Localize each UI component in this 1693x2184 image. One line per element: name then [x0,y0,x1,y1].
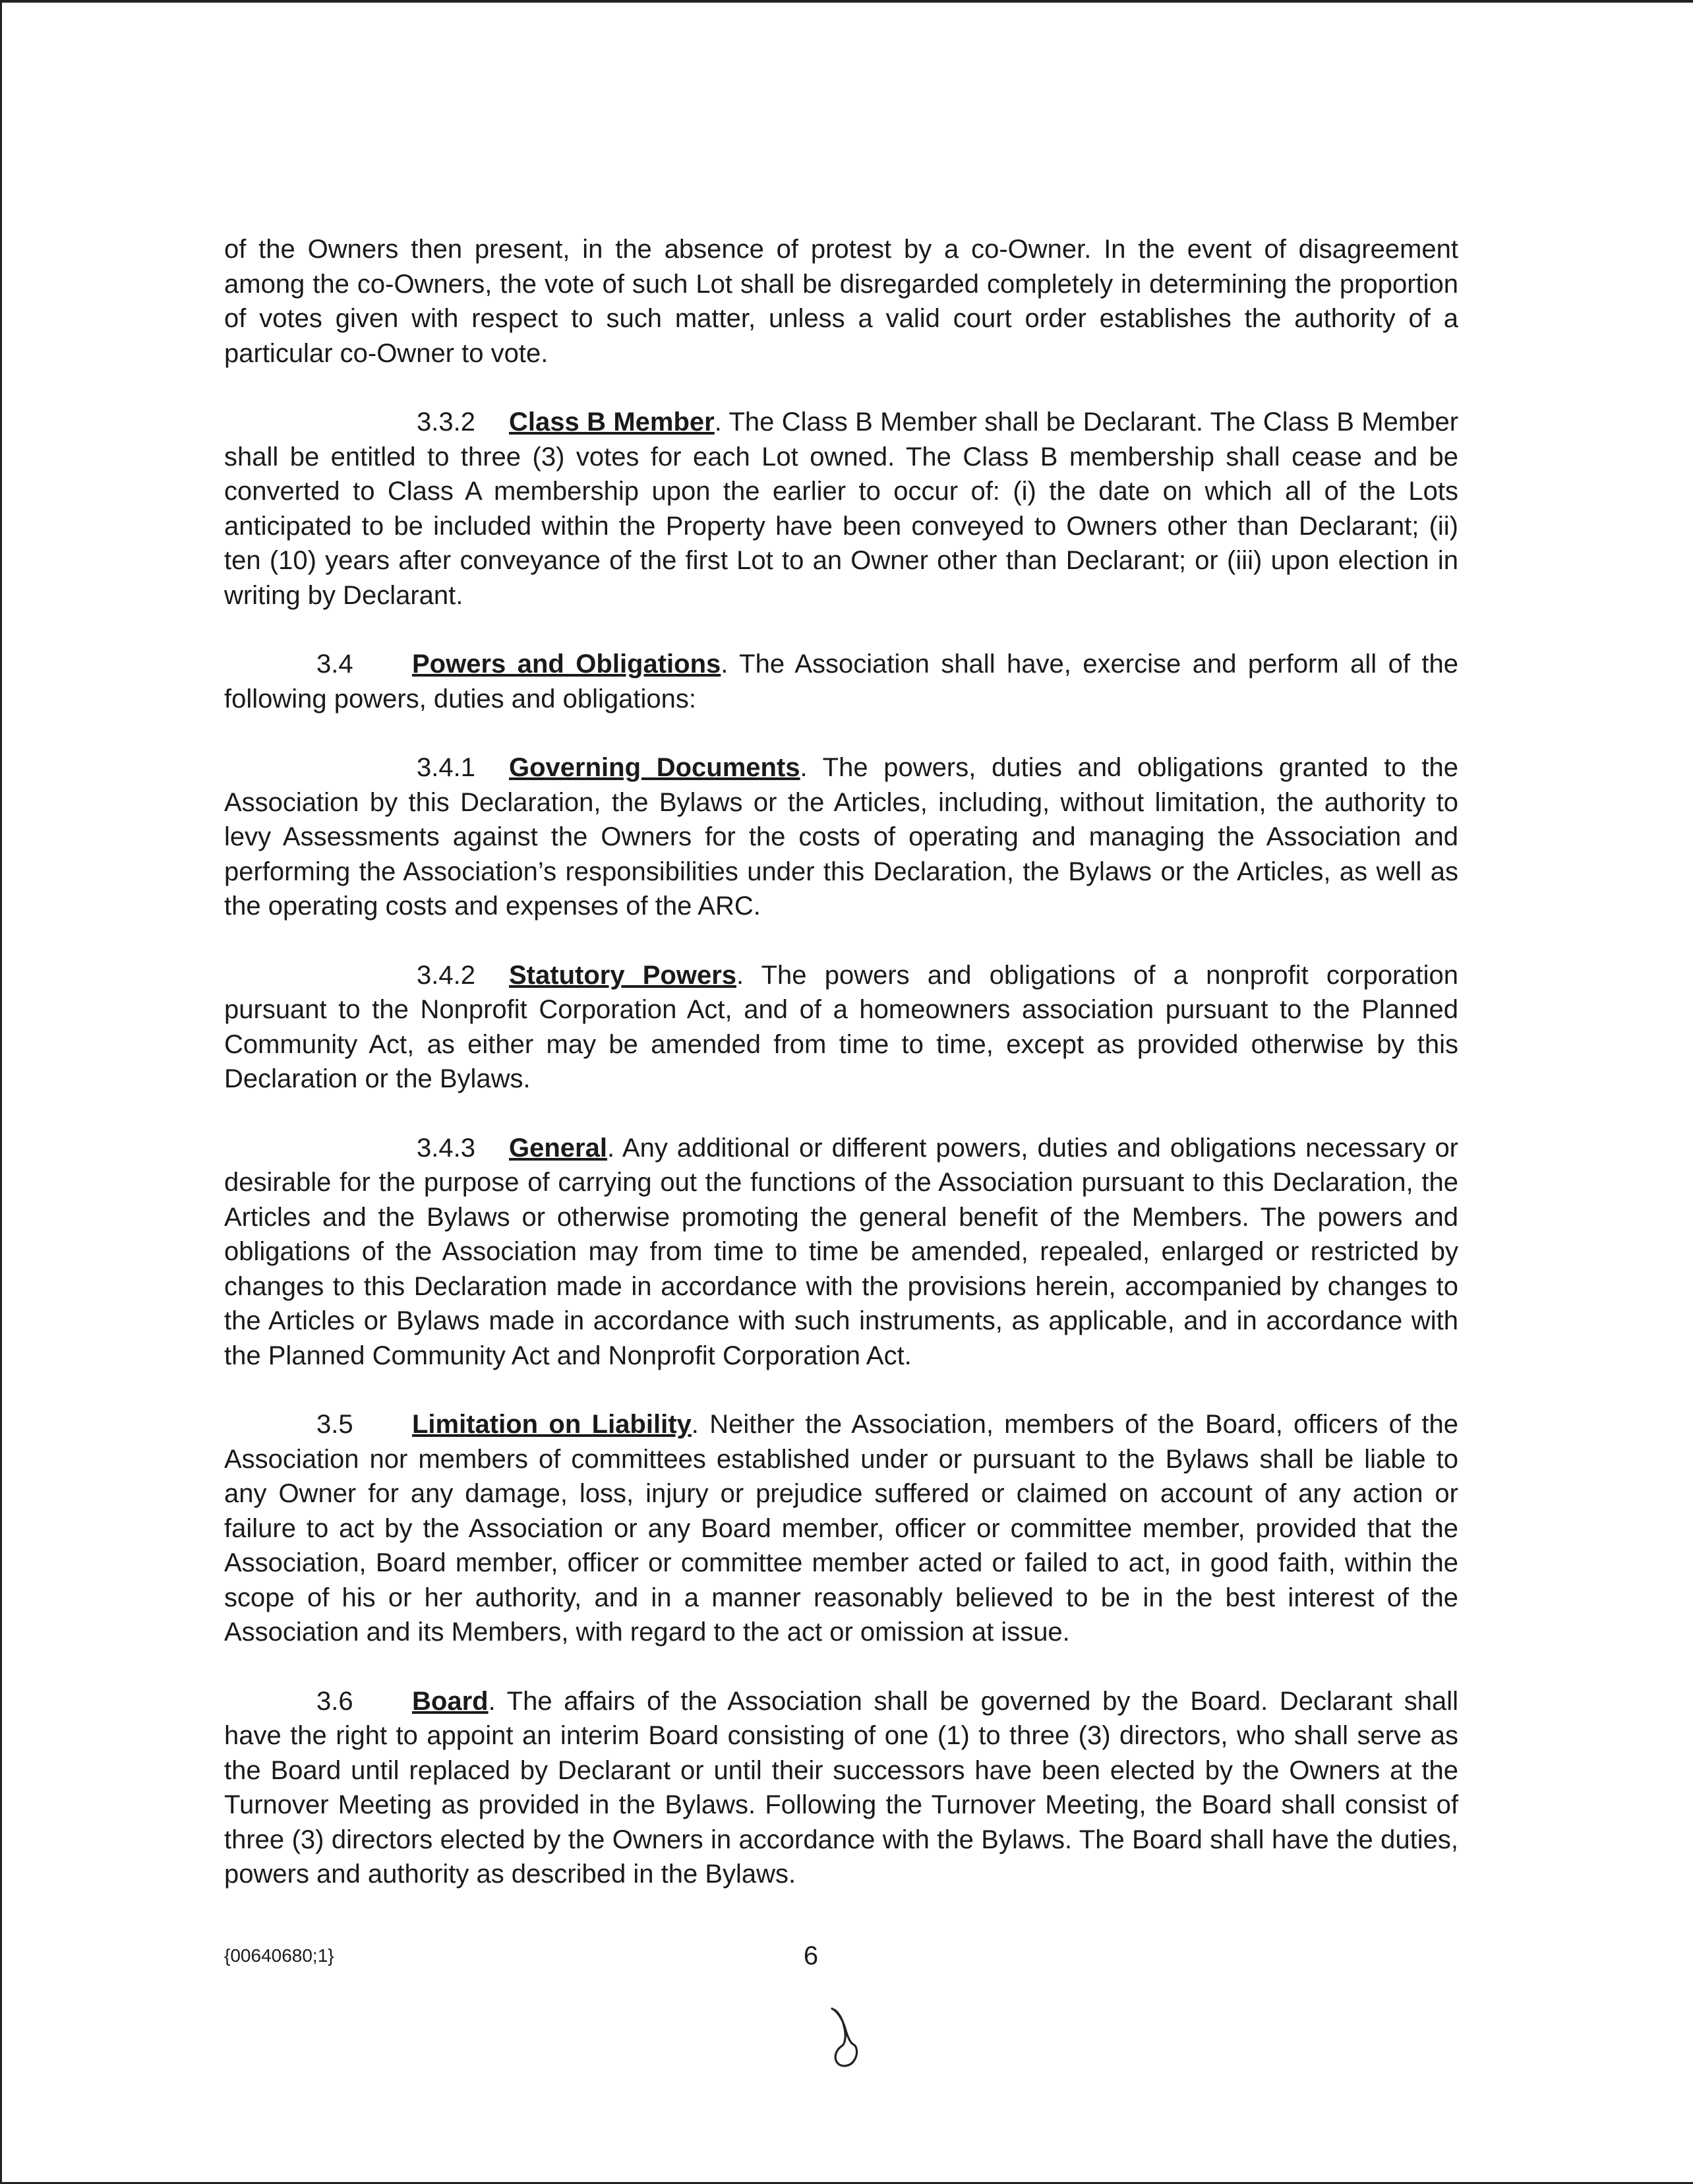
section-body: The affairs of the Association shall be governed by the Board. Declarant shall have the right to appoint an interim Board consisting of one (1) to three (3) directors, who shall serve as the Board until replaced by Declarant or until their successors have been elected by the Owners at the Turnover Meeting as provided in the Bylaws. Following the Turnover Meeting, the Board shall consist of three (3) directors elected by the Owners in accordance with the Bylaws. The Board shall have the duties, powers and authority as described in the Bylaws. [224,1686,1459,1889]
section-3-5: 3.5 Limitation on Liability. Neither the Association, members of the Board, officers of the Association nor members of committees established under or pursuant to the Bylaws shall be liable to any Owner for any damage, loss, injury or prejudice suffered or claimed on account of any action or failure to act by the Association or any Board member, officer or committee member, provided that the Association, Board member, officer or committee member acted or failed to act, in good faith, within the scope of his or her authority, and in a manner reasonably believed to be in the best interest of the Association and its Members, with regard to the act or omission at issue. [224,1407,1458,1650]
section-body: The Association shall have, exercise and perform all of the following powers, duties and obligations: [224,650,1459,713]
document-body [224,232,1458,1926]
section-number: 3.4.2 [417,960,475,990]
section-3-4-2: 3.4.2 Statutory Powers. The powers and obligations of a nonprofit corporation pursuant to the Nonprofit Corporation Act, and of a homeowners association pursuant to the Planned Community Act, as either may be amended from time to time, except as provided otherwise by this Declaration or the Bylaws. [224,958,1458,1097]
section-3-4: 3.4 Powers and Obligations. The Association shall have, exercise and perform all of the following powers, duties and obligations: [224,647,1458,716]
handwritten-mark [823,2005,862,2071]
section-title: Statutory Powers [509,960,737,990]
section-title: Powers and Obligations [412,650,721,679]
section-number: 3.6 [316,1686,353,1716]
section-title: Limitation on Liability [412,1410,692,1439]
section-title: Governing Documents [509,753,800,782]
section-body: The powers, duties and obligations granted to the Association by this Declaration, the Bylaws or the Articles, including, without limitation, the authority to levy Assessments against the Owners for the costs of operating and managing the Association and performing the Association’s responsibilities under this Declaration, the Bylaws or the Articles, as well as the operating costs and expenses of the ARC. [224,753,1458,921]
section-body: Any additional or different powers, duties and obligations necessary or desirable for the purpose of carrying out the functions of the Association pursuant to this Declaration, the Articles and the Bylaws or otherwise promoting the general benefit of the Members. The powers and obligations of the Association may from time to time be amended, repealed, enlarged or restricted by changes to this Declaration made in accordance with the provisions herein, accompanied by changes to the Articles or Bylaws made in accordance with such instruments, as applicable, and in accordance with the Planned Community Act and Nonprofit Corporation Act. [224,1133,1459,1370]
section-number: 3.3.2 [417,408,475,437]
section-title: Class B Member [509,408,715,437]
page-number: 6 [803,1941,819,1970]
section-3-4-1: 3.4.1 Governing Documents. The powers, duties and obligations granted to the Association by this Declaration, the Bylaws or the Articles, including, without limitation, the authority to levy Assessments against the Owners for the costs of operating and managing the Association and performing the Association’s responsibilities under this Declaration, the Bylaws or the Articles, as well as the operating costs and expenses of the ARC. [224,750,1458,924]
section-body: The powers and obligations of a nonprofit corporation pursuant to the Nonprofit Corporation Act, and of a homeowners association pursuant to the Planned Community Act, as either may be amended from time to time, except as provided otherwise by this Declaration or the Bylaws. [224,960,1459,1093]
section-number: 3.5 [316,1410,353,1439]
section-number: 3.4.3 [417,1133,475,1163]
section-number: 3.4 [316,650,353,679]
section-number: 3.4.1 [417,753,475,782]
section-3-6: 3.6 Board. The affairs of the Association shall be governed by the Board. Declarant shall have the right to appoint an interim Board consisting of one (1) to three (3) directors, who shall serve as the Board until replaced by Declarant or until their successors have been elected by the Owners at the Turnover Meeting as provided in the Bylaws. Following the Turnover Meeting, the Board shall consist of three (3) directors elected by the Owners in accordance with the Bylaws. The Board shall have the duties, powers and authority as described in the Bylaws. [224,1684,1458,1892]
section-body: The Class B Member shall be Declarant. The Class B Member shall be entitled to three (3) votes for each Lot owned. The Class B membership shall cease and be converted to Class A membership upon the earlier to occur of: (i) the date on which all of the Lots anticipated to be included within the Property have been conveyed to Owners other than Declarant; (ii) ten (10) years after conveyance of the first Lot to an Owner other than Declarant; or (iii) upon election in writing by Declarant. [224,408,1459,610]
section-title: General [509,1133,607,1163]
section-3-4-3: 3.4.3 General. Any additional or different powers, duties and obligations necessary or desirable for the purpose of carrying out the functions of the Association pursuant to this Declaration, the Articles and the Bylaws or otherwise promoting the general benefit of the Members. The powers and obligations of the Association may from time to time be amended, repealed, enlarged or restricted by changes to this Declaration made in accordance with the provisions herein, accompanied by changes to the Articles or Bylaws made in accordance with such instruments, as applicable, and in accordance with the Planned Community Act and Nonprofit Corporation Act. [224,1131,1458,1374]
section-body: Neither the Association, members of the Board, officers of the Association nor members of committees established under or pursuant to the Bylaws shall be liable to any Owner for any damage, loss, injury or prejudice suffered or claimed on account of any action or failure to act by the Association or any Board member, officer or committee member, provided that the Association, Board member, officer or committee member acted or failed to act, in good faith, within the scope of his or her authority, and in a manner reasonably believed to be in the best interest of the Association and its Members, with regard to the act or omission at issue. [224,1410,1458,1647]
section-3-3-2: 3.3.2 Class B Member. The Class B Member shall be Declarant. The Class B Member shall be entitled to three (3) votes for each Lot owned. The Class B membership shall cease and be converted to Class A membership upon the earlier to occur of: (i) the date on which all of the Lots anticipated to be included within the Property have been conveyed to Owners other than Declarant; (ii) ten (10) years after conveyance of the first Lot to an Owner other than Declarant; or (iii) upon election in writing by Declarant. [224,405,1458,613]
document-id: {00640680;1} [224,1945,334,1966]
paragraph-intro: of the Owners then present, in the absence of protest by a co-Owner. In the event of disagreement among the co-Owners, the vote of such Lot shall be disregarded completely in determining the proportion of votes given with respect to such matter, unless a valid court order establishes the authority of a particular co-Owner to vote. [224,235,1458,368]
section-title: Board [412,1686,489,1716]
